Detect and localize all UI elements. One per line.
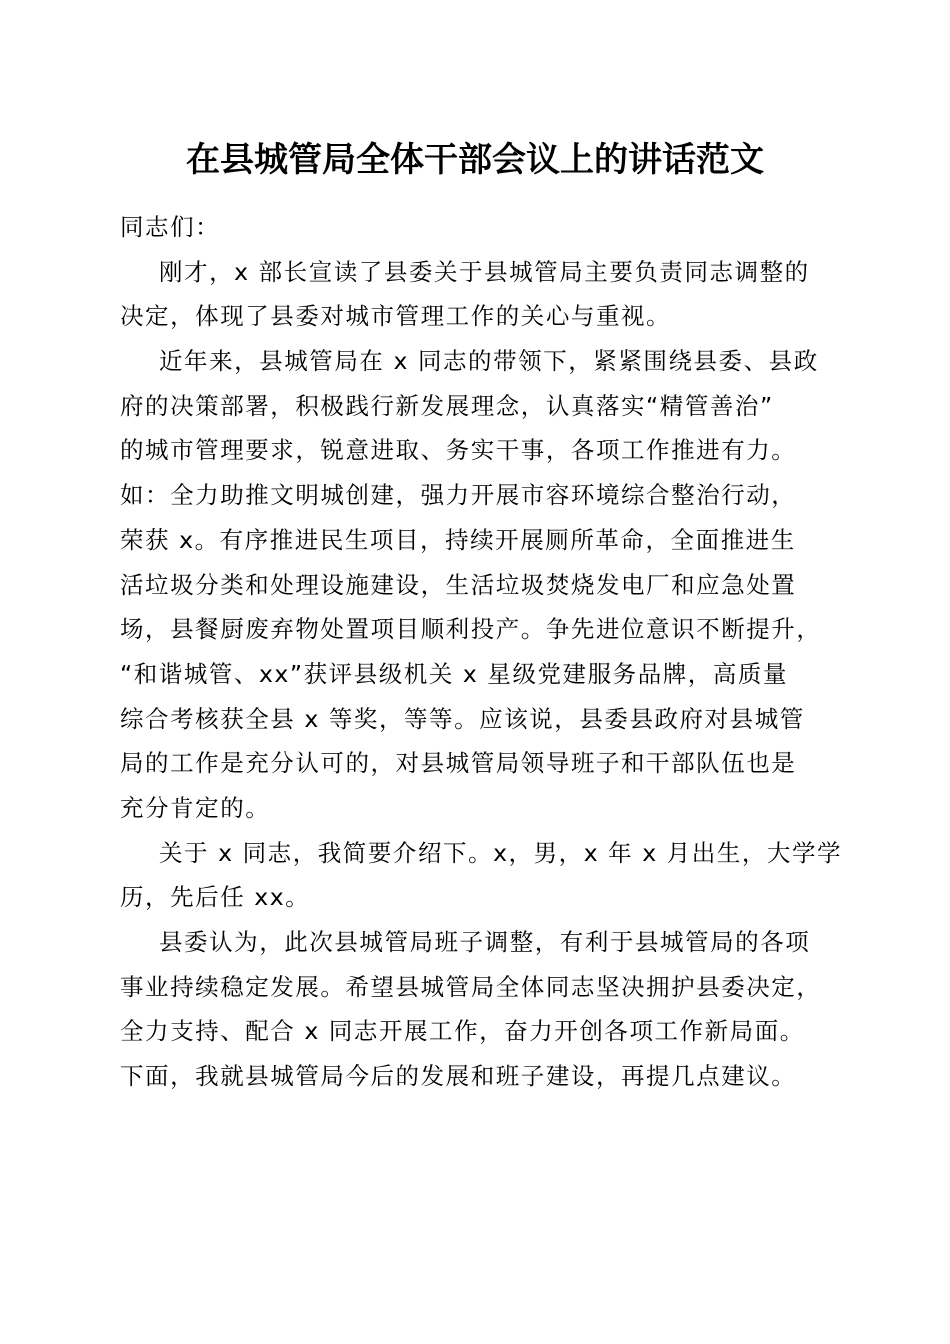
salutation: 同志们： — [120, 213, 221, 241]
paragraph-line: 刚才，x 部长宣读了县委关于县城管局主要负责同志调整的 — [159, 257, 810, 286]
paragraph-line: 决定，体现了县委对城市管理工作的关心与重视。 — [120, 302, 672, 331]
paragraph-line: 下面，我就县城管局今后的发展和班子建设，再提几点建议。 — [120, 1062, 797, 1091]
paragraph-line: 事业持续稳定发展。希望县城管局全体同志坚决拥护县委决定， — [120, 972, 822, 1001]
paragraph-line: 府的决策部署，积极践行新发展理念，认真落实“精管善治” — [120, 391, 774, 420]
paragraph-line: 活垃圾分类和处理设施建设，生活垃圾焚烧发电厂和应急处置 — [120, 570, 797, 599]
paragraph-1 — [120, 250, 832, 339]
paragraph-line: 如：全力助推文明城创建，强力开展市容环境综合整治行动， — [120, 481, 797, 510]
paragraph-line: 全力支持、配合 x 同志开展工作，奋力开创各项工作新局面。 — [120, 1017, 805, 1046]
document-body — [120, 205, 843, 1099]
paragraph-line: 综合考核获全县 x 等奖，等等。应该说，县委县政府对县城管 — [120, 704, 805, 733]
paragraph-4 — [120, 920, 832, 1099]
paragraph-line: 关于 x 同志，我简要介绍下。x，男，x 年 x 月出生，大学学 — [159, 838, 843, 867]
paragraph-line: 荣获 x。有序推进民生项目，持续开展厕所革命，全面推进生 — [120, 525, 796, 554]
paragraph-line: 县委认为，此次县城管局班子调整，有利于县城管局的各项 — [159, 928, 811, 956]
paragraph-line: 场，县餐厨废弃物处置项目顺利投产。争先进位意识不断提升， — [120, 615, 822, 644]
paragraph-line: 近年来，县城管局在 x 同志的带领下，紧紧围绕县委、县政 — [159, 347, 819, 376]
paragraph-3 — [120, 831, 843, 920]
paragraph-line: 充分肯定的。 — [120, 793, 271, 822]
paragraph-line: 的城市管理要求，锐意进取、务实干事，各项工作推进有力。 — [120, 436, 797, 465]
document-title: 在县城管局全体干部会议上的讲话范文 — [186, 140, 764, 180]
paragraph-line: 局的工作是充分认可的，对县城管局领导班子和干部队伍也是 — [120, 749, 797, 778]
paragraph-2 — [120, 339, 832, 831]
paragraph-line: 历，先后任 xx。 — [120, 883, 311, 912]
paragraph-line: “和谐城管、xx”获评县级机关 x 星级党建服务品牌，高质量 — [120, 659, 789, 688]
